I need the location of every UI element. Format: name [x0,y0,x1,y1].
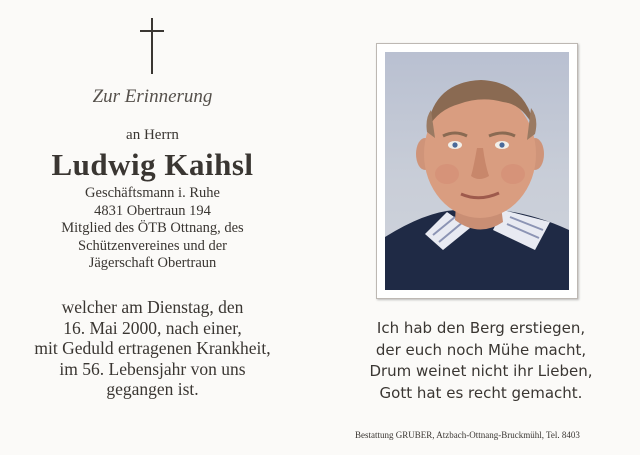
details-line: Geschäftsmann i. Ruhe [85,185,220,201]
poem-line: Gott hat es recht gemacht. [379,383,583,402]
portrait-illustration [385,52,569,290]
death-notice-line: 16. Mai 2000, nach einer, [63,317,242,338]
poem [356,318,606,404]
cross-icon [140,18,164,74]
death-notice-line: im 56. Lebensjahr von uns [59,358,246,379]
poem-line: Ich hab den Berg erstiegen, [376,319,586,337]
salutation: an Herrn [126,127,179,143]
photo-frame [376,43,578,299]
funeral-home-footer: Bestattung GRUBER, Atzbach-Ottnang-Bruckmühl, Tel. 8403 [355,430,580,440]
details-line: Schützenvereines und der [78,237,227,254]
details-line: Mitglied des ÖTB Ottnang, des [61,220,244,236]
heading: Zur Erinnerung [92,86,213,107]
death-notice-line: gegangen ist. [106,379,199,399]
details-line: Jägerschaft Obertraun [88,255,217,271]
details-block [0,185,305,273]
death-notice-line: mit Geduld ertragenen Krankheit, [34,338,271,358]
poem-line: der euch noch Mühe macht, [375,340,587,359]
death-notice [0,297,305,400]
poem-line: Drum weinet nicht ihr Lieben, [369,362,593,380]
portrait-photo [385,52,569,290]
deceased-name: Ludwig Kaihsl [51,147,254,182]
details-line: 4831 Obertraun 194 [94,202,211,219]
death-notice-line: welcher am Dienstag, den [61,297,244,317]
